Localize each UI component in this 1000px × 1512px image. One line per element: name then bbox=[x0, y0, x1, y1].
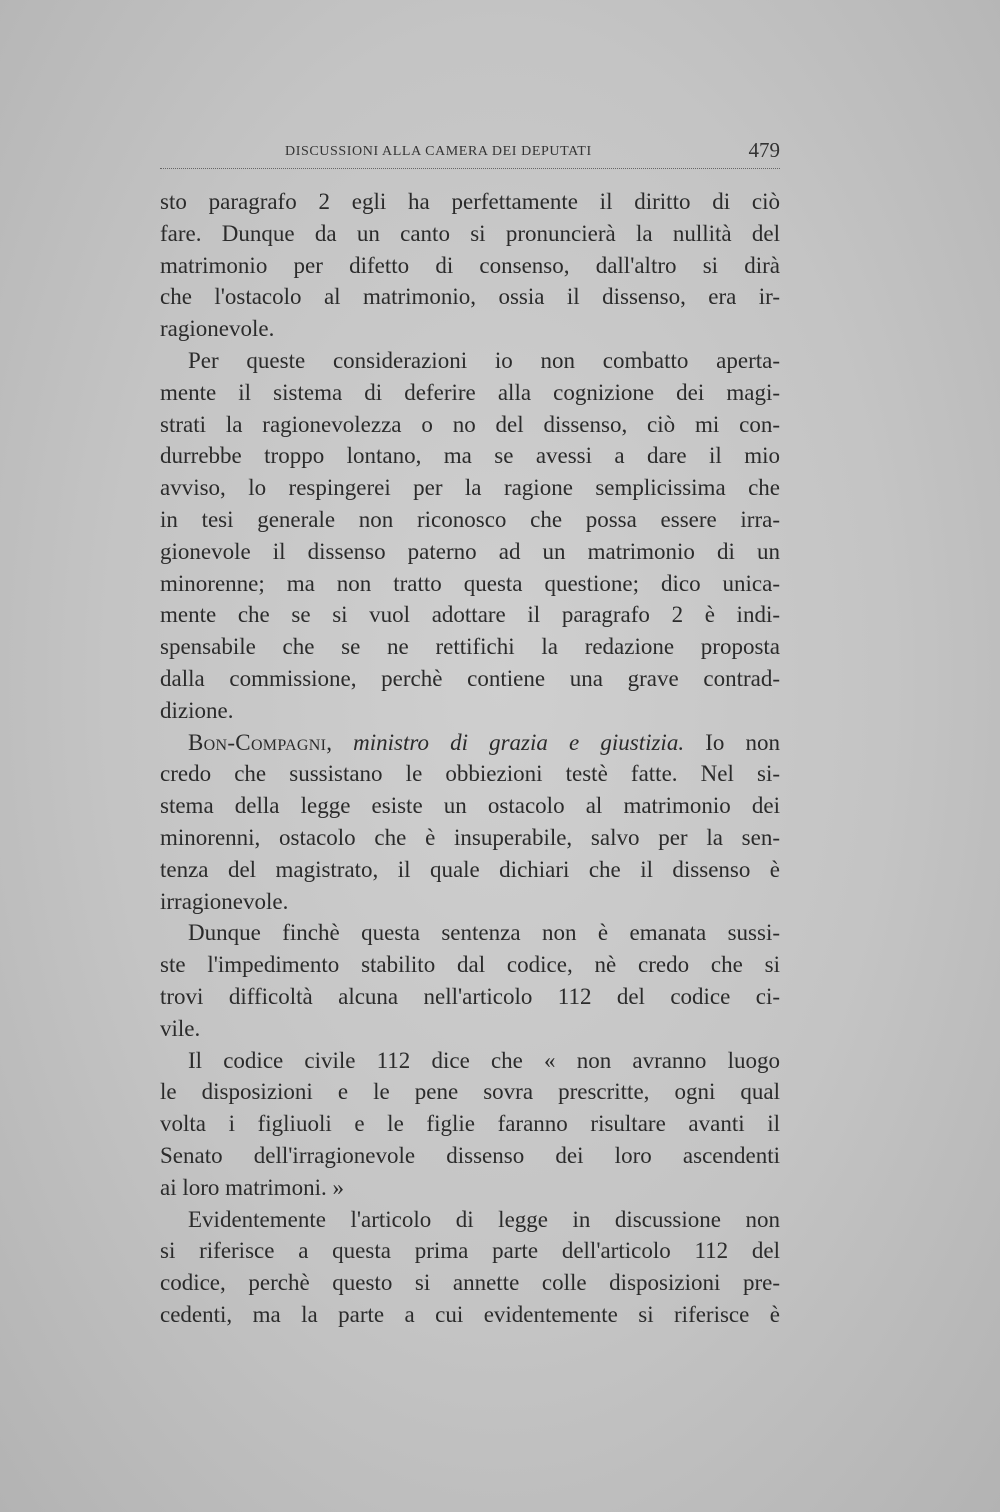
text-line: matrimonio per difetto di consenso, dall'altro si dirà bbox=[160, 252, 780, 278]
text-line: minorenne; ma non tratto questa questione; dico unica- bbox=[160, 570, 780, 596]
page-number: 479 bbox=[748, 138, 780, 162]
speaker-text: Io non bbox=[705, 729, 780, 755]
text-line: trovi difficoltà alcuna nell'articolo 112 del codice ci- bbox=[160, 983, 780, 1009]
text-line: vile. bbox=[160, 1015, 201, 1041]
text-line: minorenni, ostacolo che è insuperabile, salvo per la sen- bbox=[160, 824, 780, 850]
text-line: durrebbe troppo lontano, ma se avessi a dare il mio bbox=[160, 443, 780, 469]
text-line: dalla commissione, perchè contiene una grave contrad- bbox=[160, 665, 780, 691]
text-line: credo che sussistano le obbiezioni testè fatte. Nel si- bbox=[160, 761, 780, 787]
text-line: cedenti, ma la parte a cui evidentemente si riferisce è bbox=[160, 1301, 780, 1327]
text-line: Evidentemente l'articolo di legge in discussione non bbox=[188, 1206, 780, 1232]
text-line: mente il sistema di deferire alla cognizione dei magi- bbox=[160, 379, 780, 405]
text-line: avviso, lo respingerei per la ragione semplicissima che bbox=[160, 475, 780, 501]
speaker-role: ministro di grazia e giustizia. bbox=[353, 729, 685, 755]
text-line: irragionevole. bbox=[160, 888, 289, 914]
body-text bbox=[160, 186, 780, 1331]
text-line: Il codice civile 112 dice che « non avranno luogo bbox=[188, 1047, 780, 1073]
text-line: che l'ostacolo al matrimonio, ossia il dissenso, era ir- bbox=[160, 284, 780, 310]
text-line: gionevole il dissenso paterno ad un matrimonio di un bbox=[160, 538, 780, 564]
header-rule bbox=[160, 168, 780, 169]
speaker-line: Bon-Compagni, ministro di grazia e giustizia. Io non bbox=[188, 729, 780, 755]
text-line: Senato dell'irragionevole dissenso dei loro ascendenti bbox=[160, 1142, 780, 1168]
text-line: strati la ragionevolezza o no del dissenso, ciò mi con- bbox=[160, 411, 780, 437]
text-line: sto paragrafo 2 egli ha perfettamente il diritto di ciò bbox=[160, 189, 780, 214]
text-line: codice, perchè questo si annette colle disposizioni pre- bbox=[160, 1270, 780, 1296]
text-line: le disposizioni e le pene sovra prescritte, ogni qual bbox=[160, 1079, 780, 1105]
text-line: spensabile che se ne rettifichi la redazione proposta bbox=[160, 634, 780, 660]
page-header bbox=[160, 140, 780, 170]
text-line: ragionevole. bbox=[160, 316, 275, 342]
text-line: Per queste considerazioni io non combatto aperta- bbox=[188, 347, 780, 373]
text-line: stema della legge esiste un ostacolo al matrimonio dei bbox=[160, 793, 780, 819]
text-line: ai loro matrimoni. » bbox=[160, 1174, 344, 1200]
text-line: mente che se si vuol adottare il paragrafo 2 è indi- bbox=[160, 602, 780, 628]
speaker-name: Bon-Compagni bbox=[188, 729, 327, 755]
text-line: ste l'impedimento stabilito dal codice, nè credo che si bbox=[160, 952, 780, 978]
text-line: volta i figliuoli e le figlie faranno risultare avanti il bbox=[160, 1111, 780, 1137]
text-line: fare. Dunque da un canto si pronuncierà la nullità del bbox=[160, 220, 780, 246]
running-head: DISCUSSIONI ALLA CAMERA DEI DEPUTATI bbox=[285, 144, 592, 159]
text-line: dizione. bbox=[160, 697, 234, 723]
text-line: Dunque finchè questa sentenza non è emanata sussi- bbox=[188, 920, 780, 946]
text-line: si riferisce a questa prima parte dell'articolo 112 del bbox=[160, 1238, 780, 1264]
text-line: in tesi generale non riconosco che possa essere irra- bbox=[160, 506, 780, 532]
text-line: tenza del magistrato, il quale dichiari che il dissenso è bbox=[160, 856, 780, 882]
